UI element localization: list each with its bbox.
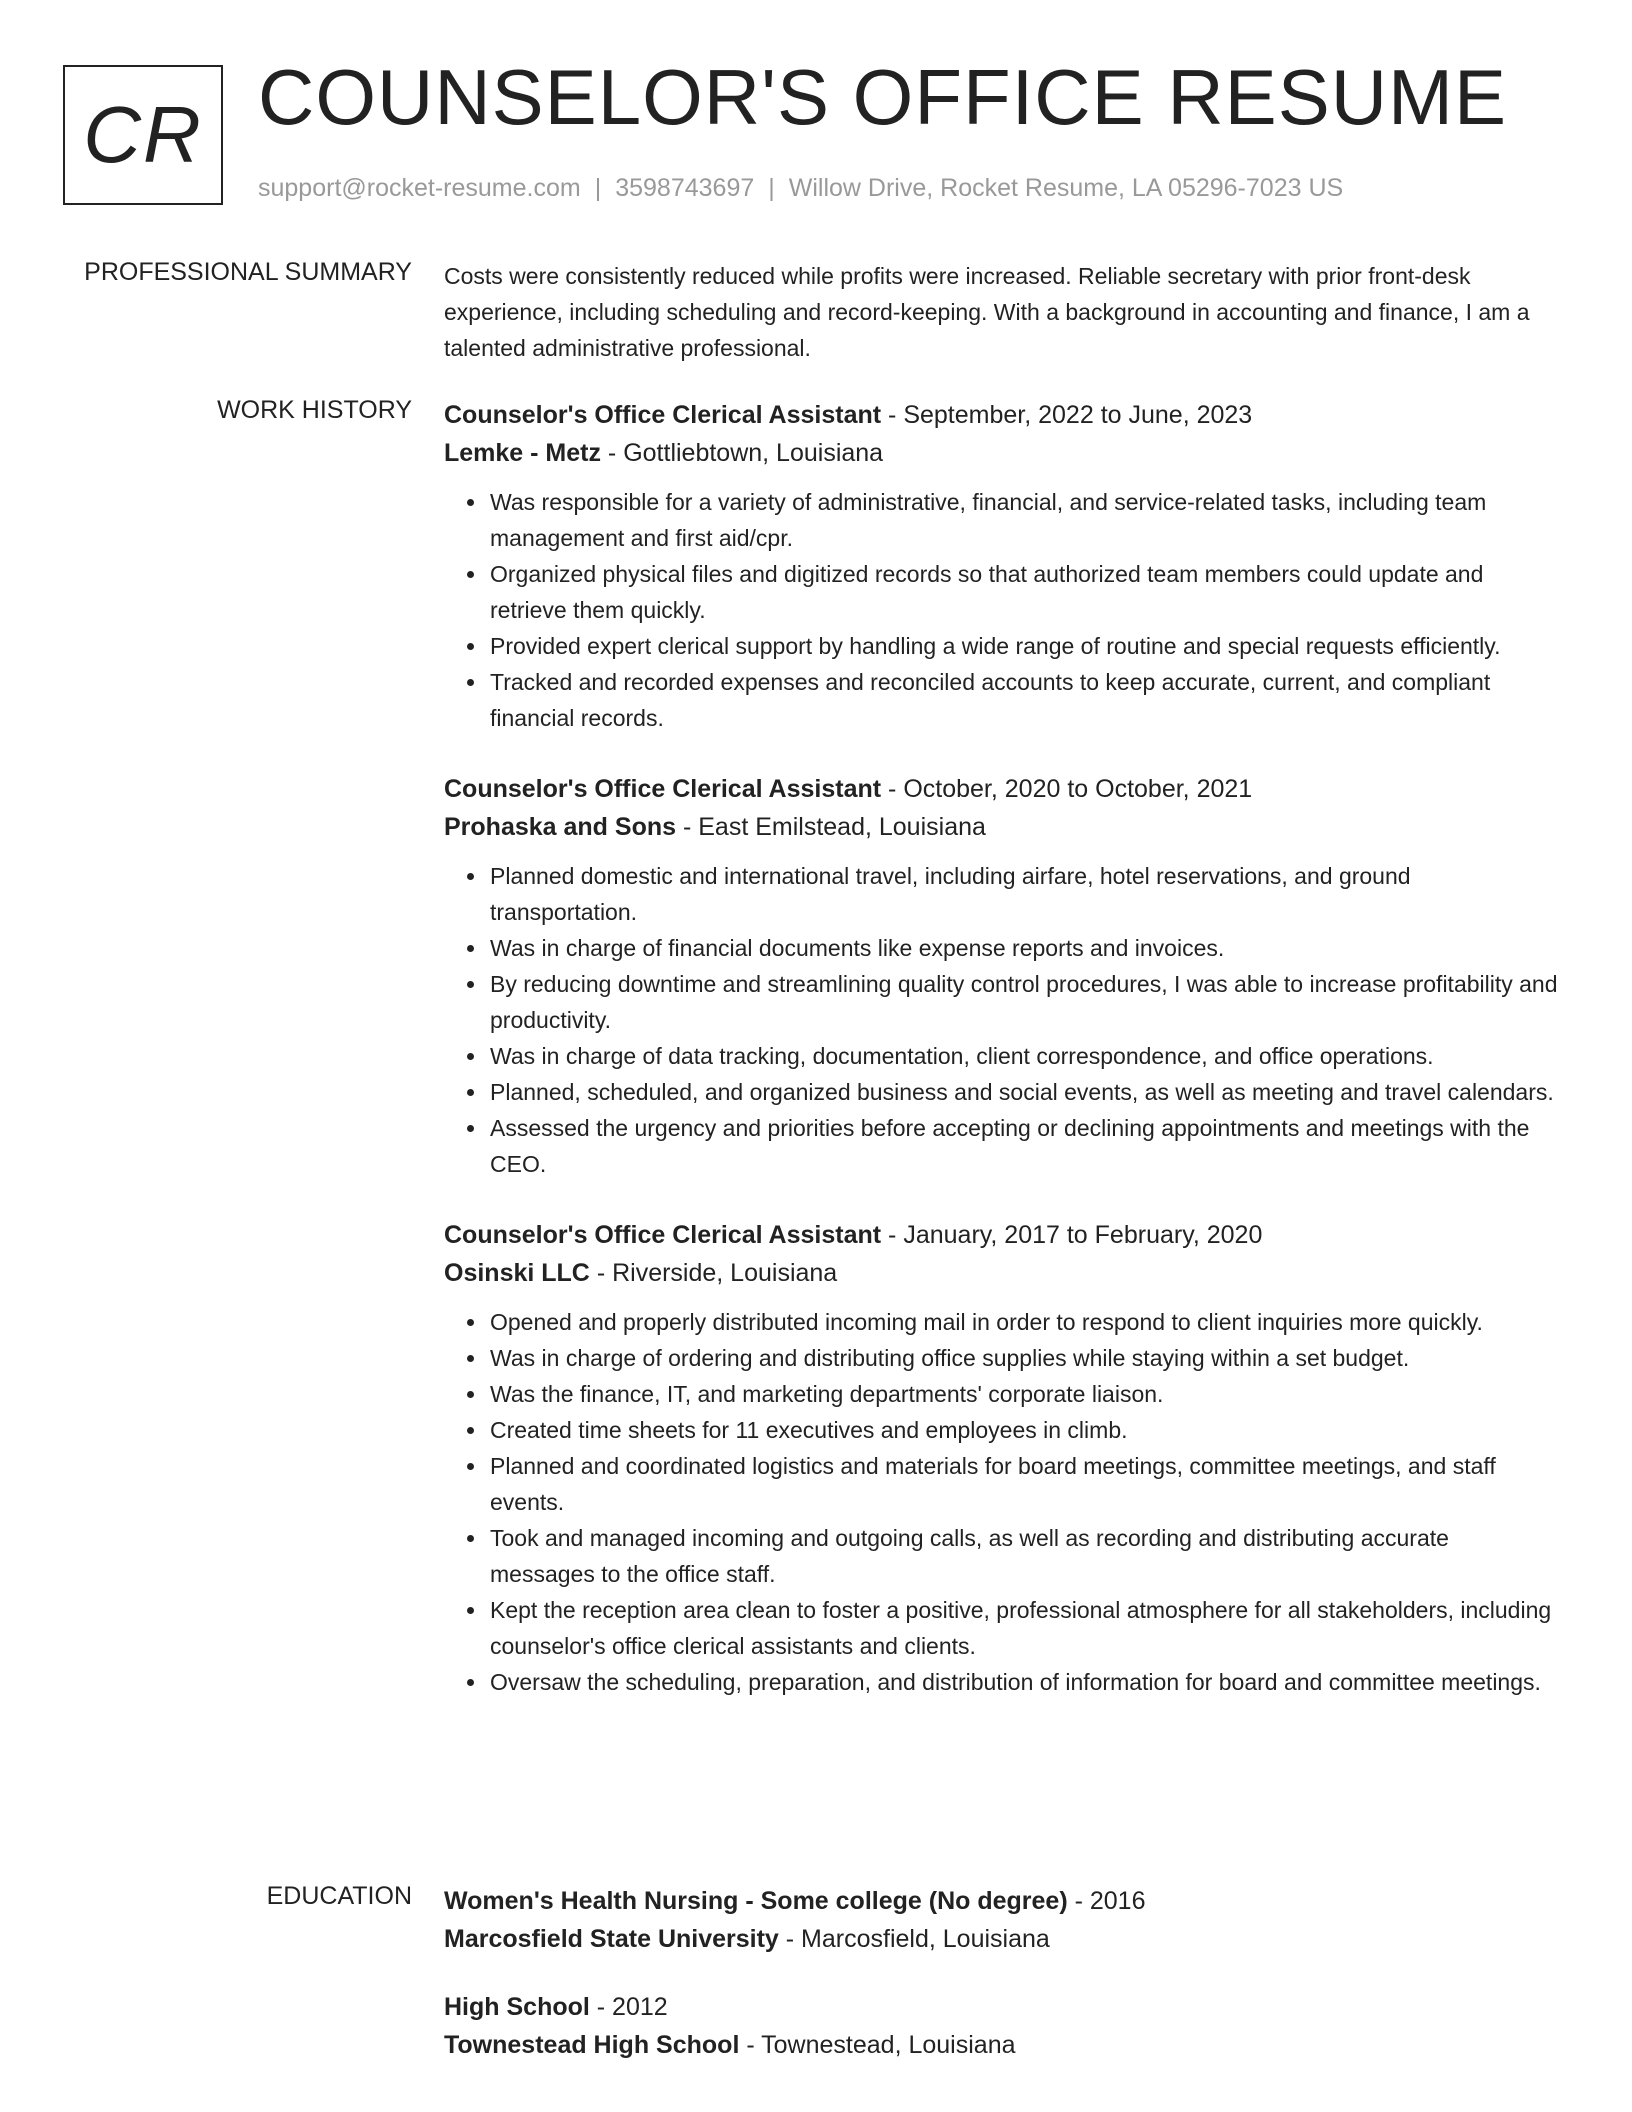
education-entry [444, 1988, 1559, 2064]
monogram-box [63, 65, 223, 205]
job-title-line [444, 770, 1559, 808]
job-entry [444, 770, 1559, 1182]
summary-body [444, 258, 1559, 366]
job-title-line [444, 396, 1559, 434]
job-company-line [444, 808, 1559, 846]
education-location: - Marcosfield, Louisiana [778, 1925, 1050, 1953]
job-bullet: • Planned, scheduled, and organized business and social events, as well as meeting and travel calendars. [488, 1074, 1559, 1110]
monogram-initials: CR [83, 90, 203, 179]
job-company-line [444, 434, 1559, 472]
education-degree: High School [444, 1993, 590, 2021]
education-school-line [444, 2026, 1559, 2064]
job-location: - East Emilstead, Louisiana [676, 813, 986, 841]
job-bullet: • Assessed the urgency and priorities before accepting or declining appointments and meetings with the CEO. [488, 1110, 1559, 1182]
work-history-body [444, 396, 1559, 1734]
contact-email: support@rocket-resume.com [258, 174, 581, 202]
education-body [444, 1882, 1559, 2094]
job-bullet: • Was responsible for a variety of administrative, financial, and service-related tasks, including team management and first aid/cpr. [488, 484, 1559, 556]
job-bullet: • Planned and coordinated logistics and materials for board meetings, committee meetings, and staff events. [488, 1448, 1559, 1520]
job-bullet: • Created time sheets for 11 executives and employees in climb. [488, 1412, 1559, 1448]
job-dates: - October, 2020 to October, 2021 [881, 775, 1253, 803]
contact-line [258, 174, 1343, 203]
job-title: Counselor's Office Clerical Assistant [444, 401, 882, 429]
job-bullet: • Was the finance, IT, and marketing departments' corporate liaison. [488, 1376, 1559, 1412]
summary-label: PROFESSIONAL SUMMARY [84, 258, 412, 286]
education-degree-line [444, 1882, 1559, 1920]
job-title: Counselor's Office Clerical Assistant [444, 775, 882, 803]
education-degree-line [444, 1988, 1559, 2026]
job-bullet: • Opened and properly distributed incoming mail in order to respond to client inquiries more quickly. [488, 1304, 1559, 1340]
job-bullet: • Oversaw the scheduling, preparation, and distribution of information for board and committee meetings. [488, 1664, 1559, 1700]
job-location: - Gottliebtown, Louisiana [600, 439, 884, 467]
job-bullets [444, 858, 1559, 1182]
education-degree: Women's Health Nursing - Some college (No degree) [444, 1887, 1068, 1915]
job-company: Lemke - Metz [444, 439, 601, 467]
job-dates: - January, 2017 to February, 2020 [881, 1221, 1263, 1249]
job-title: Counselor's Office Clerical Assistant [444, 1221, 882, 1249]
job-bullet: • Took and managed incoming and outgoing calls, as well as recording and distributing accurate messages to the office staff. [488, 1520, 1559, 1592]
job-bullets [444, 484, 1559, 736]
contact-phone: 3598743697 [615, 174, 755, 202]
education-school: Marcosfield State University [444, 1925, 779, 1953]
education-year: - 2012 [589, 1993, 668, 2021]
job-location: - Riverside, Louisiana [589, 1259, 838, 1287]
work-history-label: WORK HISTORY [217, 396, 412, 424]
job-bullet: • Was in charge of financial documents like expense reports and invoices. [488, 930, 1559, 966]
job-company: Osinski LLC [444, 1259, 590, 1287]
job-bullet: • Tracked and recorded expenses and reconciled accounts to keep accurate, current, and compliant financial records. [488, 664, 1559, 736]
job-bullet: • By reducing downtime and streamlining quality control procedures, I was able to increase profitability and productivity. [488, 966, 1559, 1038]
job-bullet: • Was in charge of data tracking, documentation, client correspondence, and office operations. [488, 1038, 1559, 1074]
job-bullet: • Planned domestic and international travel, including airfare, hotel reservations, and ground transportation. [488, 858, 1559, 930]
job-company: Prohaska and Sons [444, 813, 677, 841]
job-dates: - September, 2022 to June, 2023 [881, 401, 1253, 429]
job-entry [444, 1216, 1559, 1700]
job-bullets [444, 1304, 1559, 1700]
contact-separator: | [594, 174, 602, 202]
education-label: EDUCATION [266, 1882, 412, 1910]
job-company-line [444, 1254, 1559, 1292]
contact-separator: | [768, 174, 775, 202]
summary-text: Costs were consistently reduced while profits were increased. Reliable secretary with prior front-desk experience, including scheduling and record-keeping. With a background in accounting and finance, I am a talented administrative professional. [444, 263, 1530, 361]
job-bullet: • Provided expert clerical support by handling a wide range of routine and special requests efficiently. [488, 628, 1559, 664]
job-bullet: • Was in charge of ordering and distributing office supplies while staying within a set budget. [488, 1340, 1559, 1376]
education-school-line [444, 1920, 1559, 1958]
education-location: - Townestead, Louisiana [739, 2031, 1016, 2059]
job-bullet: • Organized physical files and digitized records so that authorized team members could update and retrieve them quickly. [488, 556, 1559, 628]
education-entry [444, 1882, 1559, 1958]
job-title-line [444, 1216, 1559, 1254]
contact-address: Willow Drive, Rocket Resume, LA 05296-7023 US [788, 174, 1344, 202]
resume-title: COUNSELOR'S OFFICE RESUME [258, 53, 1508, 141]
job-entry [444, 396, 1559, 736]
education-school: Townestead High School [444, 2031, 740, 2059]
education-year: - 2016 [1067, 1887, 1146, 1915]
job-bullet: • Kept the reception area clean to foster a positive, professional atmosphere for all stakeholders, including counselor's office clerical assistants and clients. [488, 1592, 1559, 1664]
